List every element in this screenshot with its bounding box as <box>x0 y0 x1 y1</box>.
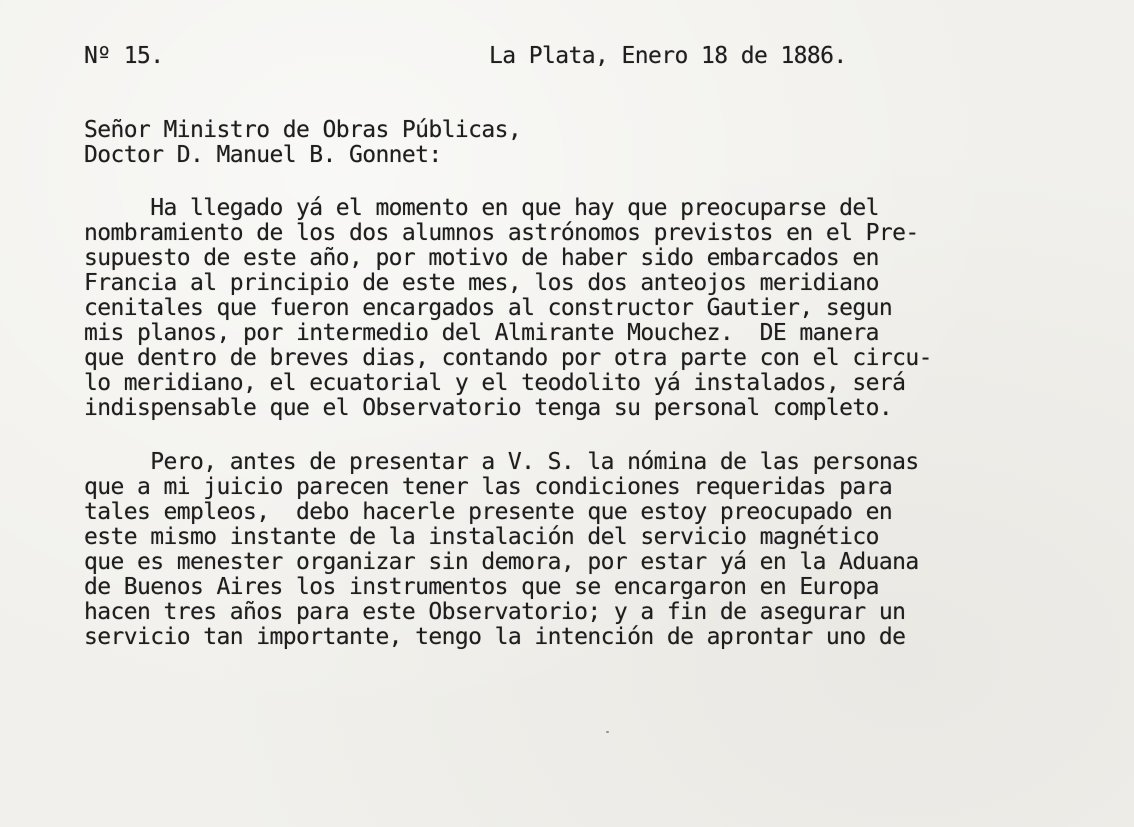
paragraph-line: tales empleos, debo hacerle presente que estoy preocupado en <box>84 499 893 525</box>
paper-speck <box>606 731 609 733</box>
paragraph-line: lo meridiano, el ecuatorial y el teodolito yá instalados, será <box>84 370 906 396</box>
salutation-line: Señor Ministro de Obras Públicas, <box>84 117 522 143</box>
paragraph-line: que dentro de breves dias, contando por otra parte con el circu- <box>84 345 932 371</box>
paragraph-line: nombramiento de los dos alumnos astrónomos previstos en el Pre- <box>84 220 919 246</box>
paragraph-line: indispensable que el Observatorio tenga su personal completo. <box>84 395 893 421</box>
paragraph-line: de Buenos Aires los instrumentos que se encargaron en Europa <box>84 574 879 600</box>
paragraph-line: este mismo instante de la instalación del servicio magnético <box>84 524 879 550</box>
paragraph-line: Francia al principio de este mes, los dos anteojos meridiano <box>84 270 879 296</box>
paragraph-line: hacen tres años para este Observatorio; y a fin de asegurar un <box>84 599 906 625</box>
paragraph-line: que es menester organizar sin demora, por estar yá en la Aduana <box>84 549 919 575</box>
paragraph-line: Pero, antes de presentar a V. S. la nómina de las personas <box>84 449 919 475</box>
paragraph-line: cenitales que fueron encargados al constructor Gautier, segun <box>84 295 893 321</box>
letter-place-date: La Plata, Enero 18 de 1886. <box>489 43 847 69</box>
paragraph-line: servicio tan importante, tengo la intención de aprontar uno de <box>84 624 906 650</box>
paragraph-line: que a mi juicio parecen tener las condiciones requeridas para <box>84 474 893 500</box>
letter-number: Nº 15. <box>84 43 164 69</box>
paragraph-line: supuesto de este año, por motivo de haber sido embarcados en <box>84 245 879 271</box>
paragraph-line: Ha llegado yá el momento en que hay que preocuparse del <box>84 195 879 221</box>
paragraph-line: mis planos, por intermedio del Almirante Mouchez. DE manera <box>84 320 879 346</box>
salutation-line: Doctor D. Manuel B. Gonnet: <box>84 142 442 168</box>
